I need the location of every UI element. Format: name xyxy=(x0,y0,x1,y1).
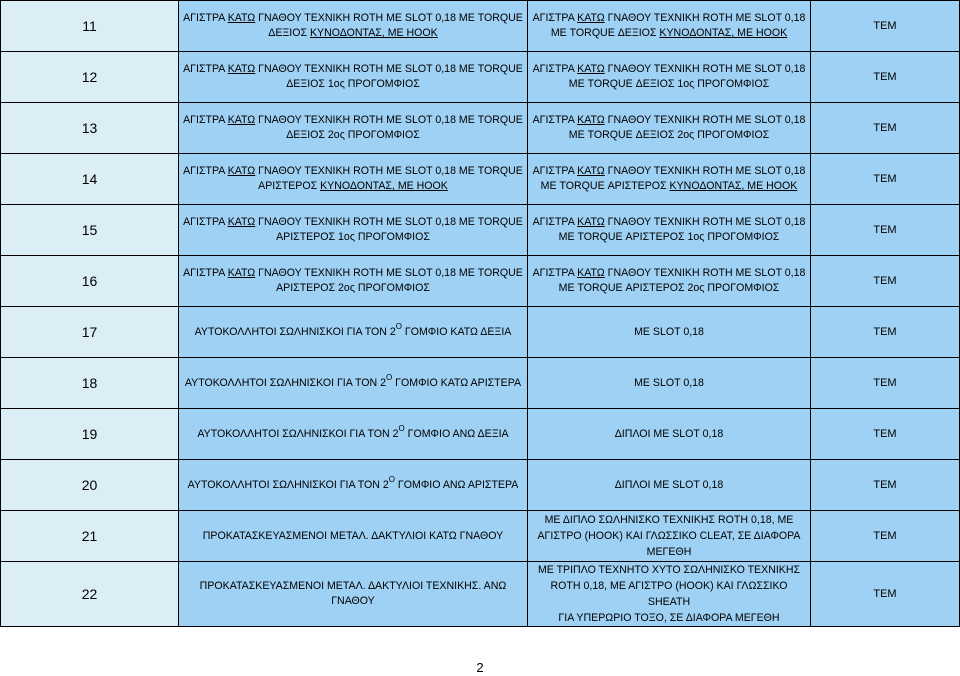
item-description: ΠΡΟΚΑΤΑΣΚΕΥΑΣΜΕΝΟΙ ΜΕΤΑΛ. ΔΑΚΤΥΛΙΟΙ ΚΑΤΩ ΓΝΑΘΟΥ xyxy=(179,511,528,562)
row-number: 11 xyxy=(1,1,179,52)
item-spec: ΑΓΙΣΤΡΑ ΚΑΤΩ ΓΝΑΘΟΥ ΤΕΧΝΙΚΗ ROTH ΜΕ SLOT 0,18 ΜΕ TORQUE ΑΡΙΣΤΕΡΟΣ 2ος ΠΡΟΓΟΜΦΙΟΣ xyxy=(528,256,811,307)
row-number: 22 xyxy=(1,562,179,627)
row-number: 15 xyxy=(1,205,179,256)
table-row xyxy=(1,358,960,409)
row-number: 21 xyxy=(1,511,179,562)
table-row xyxy=(1,409,960,460)
unit-cell: ΤΕΜ xyxy=(811,511,960,562)
table-row xyxy=(1,511,960,562)
item-description: ΑΓΙΣΤΡΑ ΚΑΤΩ ΓΝΑΘΟΥ ΤΕΧΝΙΚΗ ROTH ΜΕ SLOT 0,18 ΜΕ TORQUE ΑΡΙΣΤΕΡΟΣ 2ος ΠΡΟΓΟΜΦΙΟΣ xyxy=(179,256,528,307)
unit-cell: ΤΕΜ xyxy=(811,154,960,205)
table-row xyxy=(1,460,960,511)
row-number: 16 xyxy=(1,256,179,307)
unit-cell: ΤΕΜ xyxy=(811,307,960,358)
item-spec: ΔΙΠΛΟΙ ΜΕ SLOT 0,18 xyxy=(528,409,811,460)
table-row xyxy=(1,307,960,358)
item-spec: ΑΓΙΣΤΡΑ ΚΑΤΩ ΓΝΑΘΟΥ ΤΕΧΝΙΚΗ ROTH ΜΕ SLOT 0,18 ΜΕ TORQUE ΑΡΙΣΤΕΡΟΣ 1ος ΠΡΟΓΟΜΦΙΟΣ xyxy=(528,205,811,256)
item-description: ΑΥΤΟΚΟΛΛΗΤΟΙ ΣΩΛΗΝΙΣΚΟΙ ΓΙΑ ΤΟΝ $2^O$ ΓΟΜΦΙΟ ΚΑΤΩ ΑΡΙΣΤΕΡΑ xyxy=(179,358,528,409)
table-row xyxy=(1,154,960,205)
item-description: ΑΓΙΣΤΡΑ ΚΑΤΩ ΓΝΑΘΟΥ ΤΕΧΝΙΚΗ ROTH ΜΕ SLOT 0,18 ΜΕ TORQUE ΑΡΙΣΤΕΡΟΣ 1ος ΠΡΟΓΟΜΦΙΟΣ xyxy=(179,205,528,256)
table-row xyxy=(1,103,960,154)
item-description: ΑΥΤΟΚΟΛΛΗΤΟΙ ΣΩΛΗΝΙΣΚΟΙ ΓΙΑ ΤΟΝ $2^O$ ΓΟΜΦΙΟ ΑΝΩ ΔΕΞΙΑ xyxy=(179,409,528,460)
row-number: 20 xyxy=(1,460,179,511)
item-spec: ΑΓΙΣΤΡΑ ΚΑΤΩ ΓΝΑΘΟΥ ΤΕΧΝΙΚΗ ROTH ΜΕ SLOT 0,18 ΜΕ TORQUE ΑΡΙΣΤΕΡΟΣ ΚΥΝΟΔΟΝΤΑΣ, ΜΕ ΗΟΟΚ xyxy=(528,154,811,205)
item-spec: ΜΕ ΤΡΙΠΛΟ ΤΕΧΝΗΤΟ ΧΥΤΟ ΣΩΛΗΝΙΣΚΟ ΤΕΧΝΙΚΗΣ ROTH 0,18, ΜΕ ΑΓΙΣΤΡΟ (HOOK) ΚΑΙ ΓΛΩΣΣΙΚΟ SHEATH ΓΙΑ ΥΠΕΡΩΡΙΟ ΤΟΞΟ, ΣΕ ΔΙΑΦΟΡΑ ΜΕΓΕΘΗ xyxy=(528,562,811,627)
row-number: 17 xyxy=(1,307,179,358)
row-number: 14 xyxy=(1,154,179,205)
unit-cell: ΤΕΜ xyxy=(811,52,960,103)
row-number: 18 xyxy=(1,358,179,409)
unit-cell: ΤΕΜ xyxy=(811,562,960,627)
item-spec: ΑΓΙΣΤΡΑ ΚΑΤΩ ΓΝΑΘΟΥ ΤΕΧΝΙΚΗ ROTH ΜΕ SLOT 0,18 ΜΕ TORQUE ΔΕΞΙΟΣ 2ος ΠΡΟΓΟΜΦΙΟΣ xyxy=(528,103,811,154)
table-row xyxy=(1,562,960,627)
item-description: ΑΓΙΣΤΡΑ ΚΑΤΩ ΓΝΑΘΟΥ ΤΕΧΝΙΚΗ ROTH ΜΕ SLOT 0,18 ΜΕ TORQUE ΔΕΞΙΟΣ ΚΥΝΟΔΟΝΤΑΣ, ΜΕ ΗΟΟΚ xyxy=(179,1,528,52)
item-spec: ΑΓΙΣΤΡΑ ΚΑΤΩ ΓΝΑΘΟΥ ΤΕΧΝΙΚΗ ROTH ΜΕ SLOT 0,18 ΜΕ TORQUE ΔΕΞΙΟΣ 1ος ΠΡΟΓΟΜΦΙΟΣ xyxy=(528,52,811,103)
row-number: 13 xyxy=(1,103,179,154)
unit-cell: ΤΕΜ xyxy=(811,358,960,409)
item-spec: ΜΕ SLOT 0,18 xyxy=(528,358,811,409)
row-number: 12 xyxy=(1,52,179,103)
unit-cell: ΤΕΜ xyxy=(811,205,960,256)
item-description: ΠΡΟΚΑΤΑΣΚΕΥΑΣΜΕΝΟΙ ΜΕΤΑΛ. ΔΑΚΤΥΛΙΟΙ ΤΕΧΝΙΚΗΣ. ΑΝΩ ΓΝΑΘΟΥ xyxy=(179,562,528,627)
item-description: ΑΥΤΟΚΟΛΛΗΤΟΙ ΣΩΛΗΝΙΣΚΟΙ ΓΙΑ ΤΟΝ $2^O$ ΓΟΜΦΙΟ ΚΑΤΩ ΔΕΞΙΑ xyxy=(179,307,528,358)
item-description: ΑΓΙΣΤΡΑ ΚΑΤΩ ΓΝΑΘΟΥ ΤΕΧΝΙΚΗ ROTH ΜΕ SLOT 0,18 ΜΕ TORQUE ΔΕΞΙΟΣ 2ος ΠΡΟΓΟΜΦΙΟΣ xyxy=(179,103,528,154)
table-row xyxy=(1,256,960,307)
unit-cell: ΤΕΜ xyxy=(811,256,960,307)
table-row xyxy=(1,1,960,52)
item-spec: ΜΕ SLOT 0,18 xyxy=(528,307,811,358)
row-number: 19 xyxy=(1,409,179,460)
page-number: 2 xyxy=(476,660,484,675)
unit-cell: ΤΕΜ xyxy=(811,103,960,154)
item-description: ΑΓΙΣΤΡΑ ΚΑΤΩ ΓΝΑΘΟΥ ΤΕΧΝΙΚΗ ROTH ΜΕ SLOT 0,18 ΜΕ TORQUE ΔΕΞΙΟΣ 1ος ΠΡΟΓΟΜΦΙΟΣ xyxy=(179,52,528,103)
item-spec: ΜΕ ΔΙΠΛΟ ΣΩΛΗΝΙΣΚΟ ΤΕΧΝΙΚΗΣ ROTH 0,18, ΜΕ ΑΓΙΣΤΡΟ (HOOK) ΚΑΙ ΓΛΩΣΣΙΚΟ CLEAT, ΣΕ ΔΙΑΦΟΡΑ ΜΕΓΕΘΗ xyxy=(528,511,811,562)
item-spec: ΔΙΠΛΟΙ ΜΕ SLOT 0,18 xyxy=(528,460,811,511)
unit-cell: ΤΕΜ xyxy=(811,460,960,511)
item-description: ΑΥΤΟΚΟΛΛΗΤΟΙ ΣΩΛΗΝΙΣΚΟΙ ΓΙΑ ΤΟΝ $2^O$ ΓΟΜΦΙΟ ΑΝΩ ΑΡΙΣΤΕΡΑ xyxy=(179,460,528,511)
table-row xyxy=(1,205,960,256)
table-row xyxy=(1,52,960,103)
item-description: ΑΓΙΣΤΡΑ ΚΑΤΩ ΓΝΑΘΟΥ ΤΕΧΝΙΚΗ ROTH ΜΕ SLOT 0,18 ΜΕ TORQUE ΑΡΙΣΤΕΡΟΣ ΚΥΝΟΔΟΝΤΑΣ, ΜΕ ΗΟΟΚ xyxy=(179,154,528,205)
item-spec: ΑΓΙΣΤΡΑ ΚΑΤΩ ΓΝΑΘΟΥ ΤΕΧΝΙΚΗ ROTH ΜΕ SLOT 0,18 ΜΕ TORQUE ΔΕΞΙΟΣ ΚΥΝΟΔΟΝΤΑΣ, ΜΕ ΗΟΟΚ xyxy=(528,1,811,52)
unit-cell: ΤΕΜ xyxy=(811,409,960,460)
unit-cell: ΤΕΜ xyxy=(811,1,960,52)
